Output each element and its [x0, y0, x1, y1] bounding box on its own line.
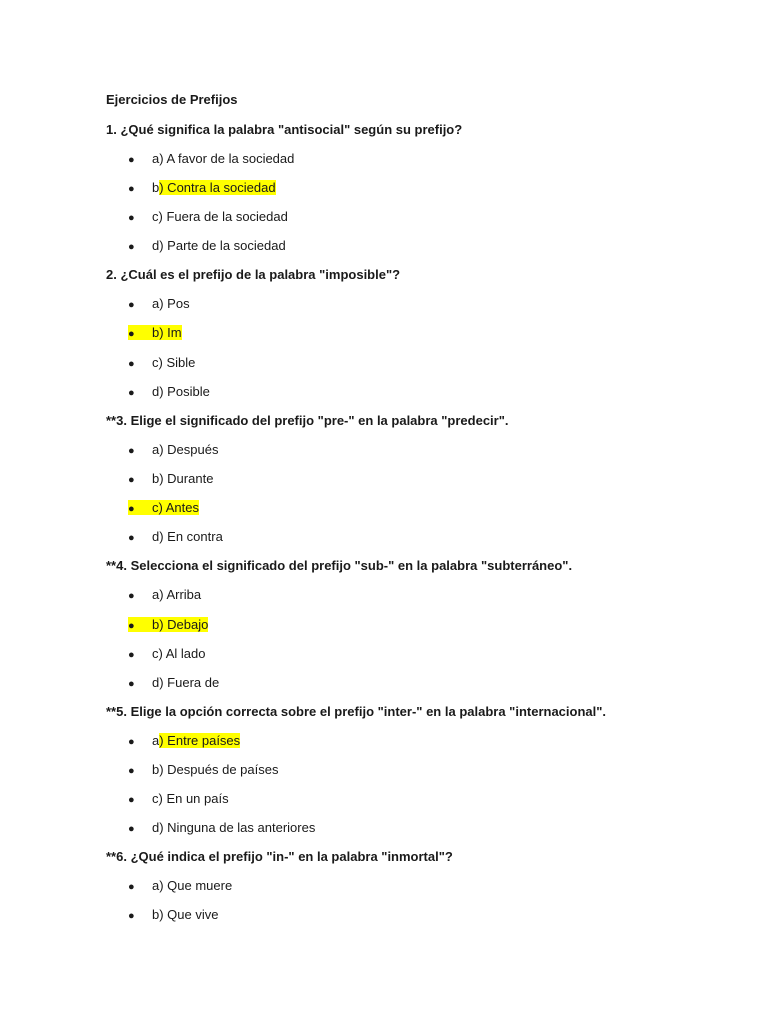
bullet-icon: ● [128, 649, 135, 661]
question-2-option-a: ● a) Pos [128, 296, 190, 311]
question-1-option-a: ● a) A favor de la sociedad [128, 151, 295, 166]
bullet-icon: ● [128, 503, 135, 515]
bullet-icon: ● [128, 620, 135, 632]
bullet-icon: ● [128, 823, 135, 835]
question-3-option-c [128, 500, 199, 517]
bullet-icon: ● [128, 358, 135, 370]
bullet-icon: ● [128, 881, 135, 893]
bullet-icon: ● [128, 183, 135, 195]
question-3-option-b: ● b) Durante [128, 471, 214, 486]
question-6: **6. ¿Qué indica el prefijo "in-" en la palabra "inmortal"? [106, 849, 453, 864]
bullet-icon: ● [128, 212, 135, 224]
question-4-option-c: ● c) Al lado [128, 646, 206, 661]
question-3-option-d: ● d) En contra [128, 529, 223, 544]
question-4-option-d: ● d) Fuera de [128, 675, 220, 690]
question-2-option-b [128, 325, 182, 342]
question-1-option-b: ● b) Contra la sociedad [128, 180, 276, 195]
question-3: **3. Elige el significado del prefijo "pre-" en la palabra "predecir". [106, 413, 509, 428]
bullet-icon: ● [128, 736, 135, 748]
question-1-option-c: ● c) Fuera de la sociedad [128, 209, 288, 224]
bullet-icon: ● [128, 765, 135, 777]
question-3-option-a: ● a) Después [128, 442, 219, 457]
question-4: **4. Selecciona el significado del prefijo "sub-" en la palabra "subterráneo". [106, 558, 573, 573]
bullet-icon: ● [128, 910, 135, 922]
bullet-icon: ● [128, 387, 135, 399]
highlighted-answer: b) Debajo [152, 617, 209, 632]
bullet-icon: ● [128, 794, 135, 806]
question-4-option-b [128, 617, 208, 634]
question-6-option-b: ● b) Que vive [128, 907, 219, 922]
highlighted-answer: c) Antes [152, 500, 199, 515]
question-5: **5. Elige la opción correcta sobre el prefijo "inter-" en la palabra "internacional". [106, 704, 607, 719]
bullet-icon: ● [128, 241, 135, 253]
question-5-option-a: ● a) Entre países [128, 733, 241, 748]
highlighted-answer: b) Im [152, 325, 182, 340]
question-6-option-a: ● a) Que muere [128, 878, 233, 893]
question-1-option-d: ● d) Parte de la sociedad [128, 238, 286, 253]
question-5-option-c: ● c) En un país [128, 791, 229, 806]
question-2-option-d: ● d) Posible [128, 384, 210, 399]
bullet-icon: ● [128, 445, 135, 457]
question-4-option-a: ● a) Arriba [128, 587, 202, 602]
document-title: Ejercicios de Prefijos [106, 92, 238, 107]
bullet-icon: ● [128, 678, 135, 690]
bullet-icon: ● [128, 328, 135, 340]
bullet-icon: ● [128, 532, 135, 544]
highlighted-answer: ) Entre países [159, 733, 241, 748]
bullet-icon: ● [128, 474, 135, 486]
question-5-option-d: ● d) Ninguna de las anteriores [128, 820, 316, 835]
question-2-option-c: ● c) Sible [128, 355, 196, 370]
question-2: 2. ¿Cuál es el prefijo de la palabra "imposible"? [106, 267, 401, 282]
question-1: 1. ¿Qué significa la palabra "antisocial" según su prefijo? [106, 122, 463, 137]
highlighted-answer: ) Contra la sociedad [159, 180, 276, 195]
bullet-icon: ● [128, 590, 135, 602]
bullet-icon: ● [128, 154, 135, 166]
question-5-option-b: ● b) Después de países [128, 762, 279, 777]
bullet-icon: ● [128, 299, 135, 311]
